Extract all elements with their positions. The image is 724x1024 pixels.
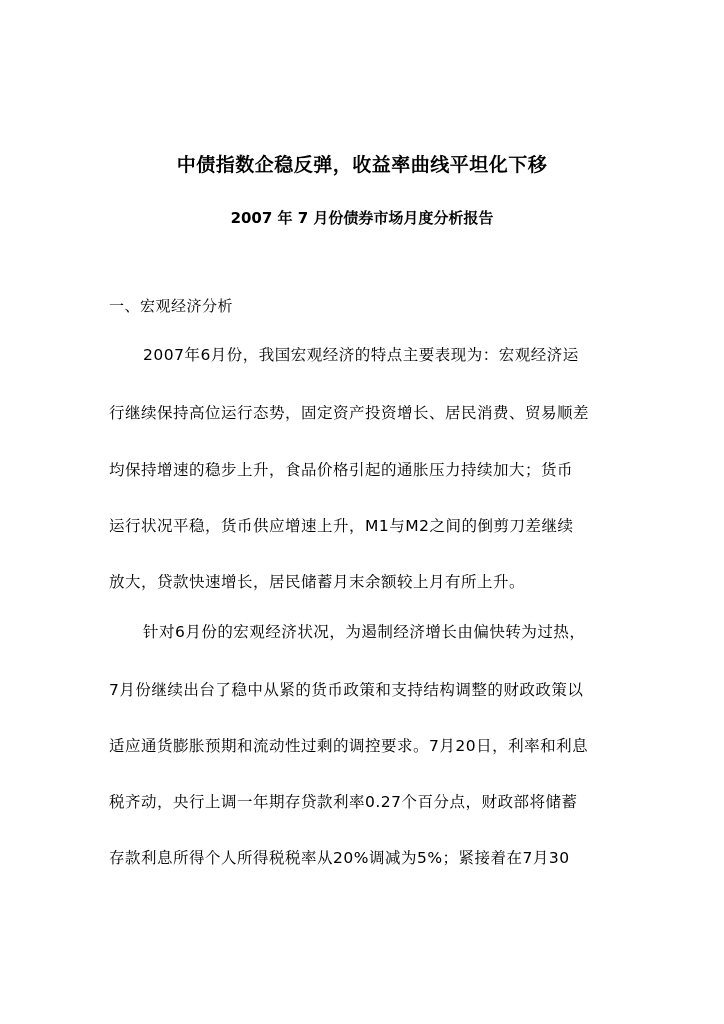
section-heading: 一、宏观经济分析 bbox=[109, 297, 234, 315]
paragraph-line: 2007年6月份，我国宏观经济的特点主要表现为：宏观经济运 bbox=[143, 346, 579, 364]
paragraph-line: 税齐动，央行上调一年期存贷款利率0.27个百分点，财政部将储蓄 bbox=[109, 793, 578, 811]
paragraph-line: 行继续保持高位运行态势，固定资产投资增长、居民消费、贸易顺差 bbox=[109, 404, 590, 422]
document-title: 中债指数企稳反弹，收益率曲线平坦化下移 bbox=[176, 154, 548, 176]
document-subtitle: 2007 年 7 月份债券市场月度分析报告 bbox=[230, 209, 494, 227]
paragraph-line: 针对6月份的宏观经济状况，为遏制经济增长由偏快转为过热， bbox=[143, 623, 586, 641]
paragraph-line: 7月份继续出台了稳中从紧的货币政策和支持结构调整的财政政策以 bbox=[109, 681, 584, 699]
paragraph-line: 存款利息所得个人所得税税率从20%调减为5%；紧接着在7月30 bbox=[109, 849, 570, 867]
paragraph-line: 均保持增速的稳步上升，食品价格引起的通胀压力持续加大；货币 bbox=[109, 461, 574, 479]
paragraph-line: 运行状况平稳，货币供应增速上升，M1与M2之间的倒剪刀差继续 bbox=[109, 517, 574, 535]
paragraph-line: 放大，贷款快速增长，居民储蓄月末余额较上月有所上升。 bbox=[109, 573, 526, 591]
paragraph-line: 适应通货膨胀预期和流动性过剩的调控要求。7月20日，利率和利息 bbox=[109, 737, 589, 755]
